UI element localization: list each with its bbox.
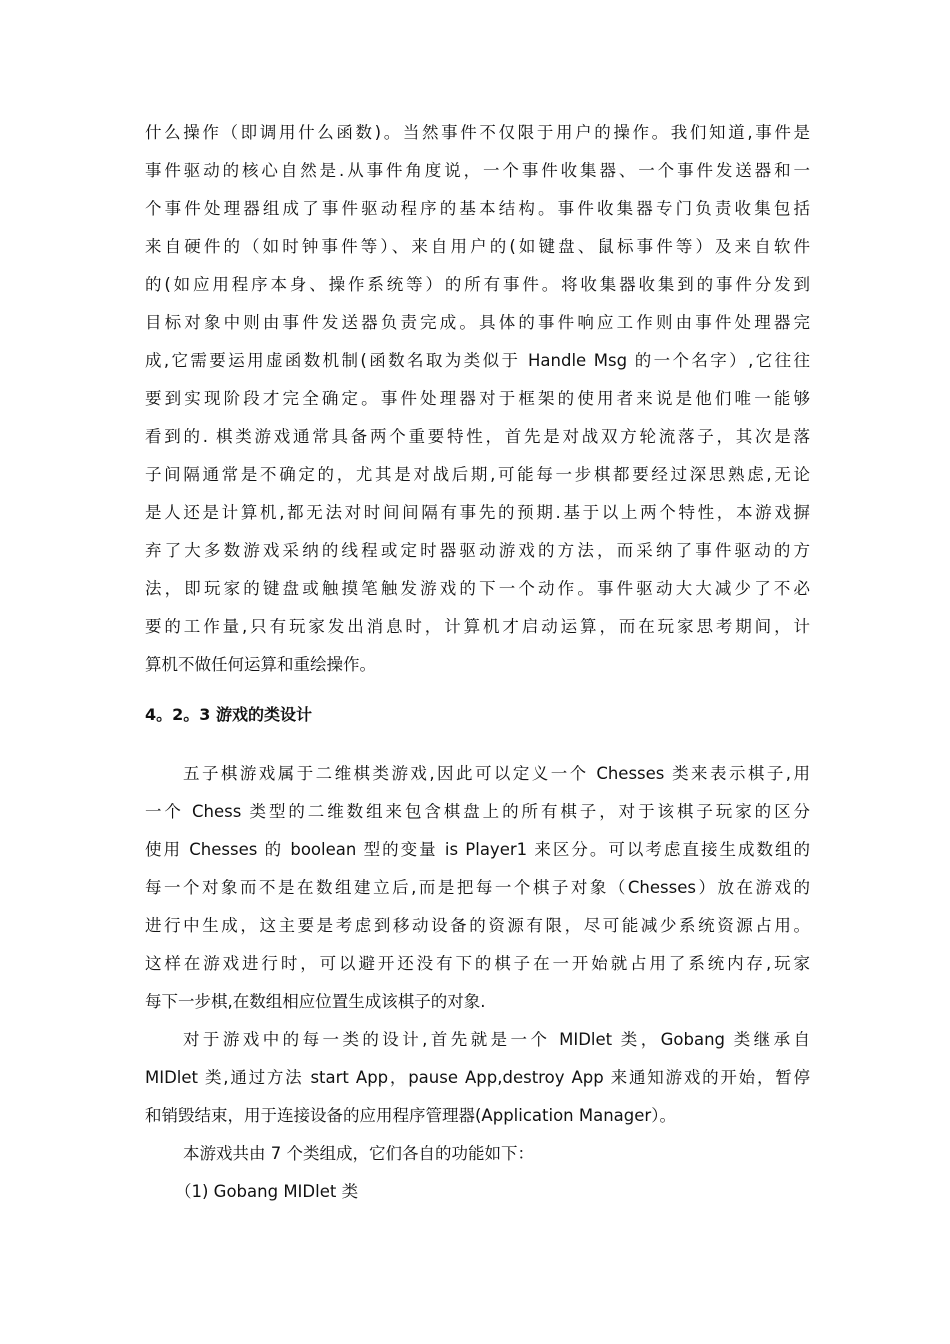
text-line: 事件驱动的核心自然是.从事件角度说，一个事件收集器、一个事件发送器和一 <box>145 161 810 180</box>
text-line: 个事件处理器组成了事件驱动程序的基本结构。事件收集器专门负责收集包括 <box>145 199 810 218</box>
list-item <box>145 1173 810 1211</box>
text-line: MIDlet 类,通过方法 start App，pause App,destroy App 来通知游戏的开始，暂停 <box>145 1068 810 1087</box>
text-line: 看到的. 棋类游戏通常具备两个重要特性，首先是对战双方轮流落子，其次是落 <box>145 427 810 446</box>
text-line: 本游戏共由 7 个类组成，它们各自的功能如下： <box>183 1144 534 1163</box>
text-line: 算机不做任何运算和重绘操作。 <box>145 655 376 674</box>
text-line: 五子棋游戏属于二维棋类游戏,因此可以定义一个 Chesses 类来表示棋子,用 <box>183 764 810 783</box>
paragraph-midlet <box>145 1021 810 1135</box>
text-line: 什么操作（即调用什么函数)。当然事件不仅限于用户的操作。我们知道,事件是 <box>145 123 810 142</box>
section-heading: 4。2。3 游戏的类设计 <box>145 705 312 724</box>
text-line: 子间隔通常是不确定的，尤其是对战后期,可能每一步棋都要经过深思熟虑,无论 <box>145 465 810 484</box>
text-line: 这样在游戏进行时，可以避开还没有下的棋子在一开始就占用了系统内存,玩家 <box>145 954 810 973</box>
text-line: 对于游戏中的每一类的设计,首先就是一个 MIDlet 类，Gobang 类继承自 <box>183 1030 810 1049</box>
text-line: 是人还是计算机,都无法对时间间隔有事先的预期.基于以上两个特性，本游戏摒 <box>145 503 810 522</box>
text-line: 成,它需要运用虚函数机制(函数名取为类似于 Handle Msg 的一个名字）,它往往 <box>145 351 810 370</box>
paragraph-class-count <box>145 1135 810 1173</box>
text-line: 要的工作量,只有玩家发出消息时，计算机才启动运算，而在玩家思考期间，计 <box>145 617 810 636</box>
text-line: 要到实现阶段才完全确定。事件处理器对于框架的使用者来说是他们唯一能够 <box>145 389 810 408</box>
text-line: 和销毁结束，用于连接设备的应用程序管理器(Application Manager）。 <box>145 1106 676 1125</box>
text-line: 的(如应用程序本身、操作系统等）的所有事件。将收集器收集到的事件分发到 <box>145 275 810 294</box>
paragraph-chess-class <box>145 755 810 1021</box>
text-line: 进行中生成，这主要是考虑到移动设备的资源有限，尽可能减少系统资源占用。 <box>145 916 810 935</box>
text-line: 法，即玩家的键盘或触摸笔触发游戏的下一个动作。事件驱动大大减少了不必 <box>145 579 810 598</box>
text-line: 使用 Chesses 的 boolean 型的变量 is Player1 来区分。可以考虑直接生成数组的 <box>145 840 810 859</box>
text-line: 弃了大多数游戏采纳的线程或定时器驱动游戏的方法，而采纳了事件驱动的方 <box>145 541 810 560</box>
paragraph-event-driven <box>145 114 810 684</box>
text-line: 每下一步棋,在数组相应位置生成该棋子的对象. <box>145 992 486 1011</box>
text-line: 每一个对象而不是在数组建立后,而是把每一个棋子对象（Chesses）放在游戏的 <box>145 878 810 897</box>
list-item-gobang-midlet: （1) Gobang MIDlet 类 <box>175 1182 359 1201</box>
text-line: 一个 Chess 类型的二维数组来包含棋盘上的所有棋子，对于该棋子玩家的区分 <box>145 802 810 821</box>
text-line: 目标对象中则由事件发送器负责完成。具体的事件响应工作则由事件处理器完 <box>145 313 810 332</box>
text-line: 来自硬件的（如时钟事件等）、来自用户的(如键盘、鼠标事件等）及来自软件 <box>145 237 810 256</box>
